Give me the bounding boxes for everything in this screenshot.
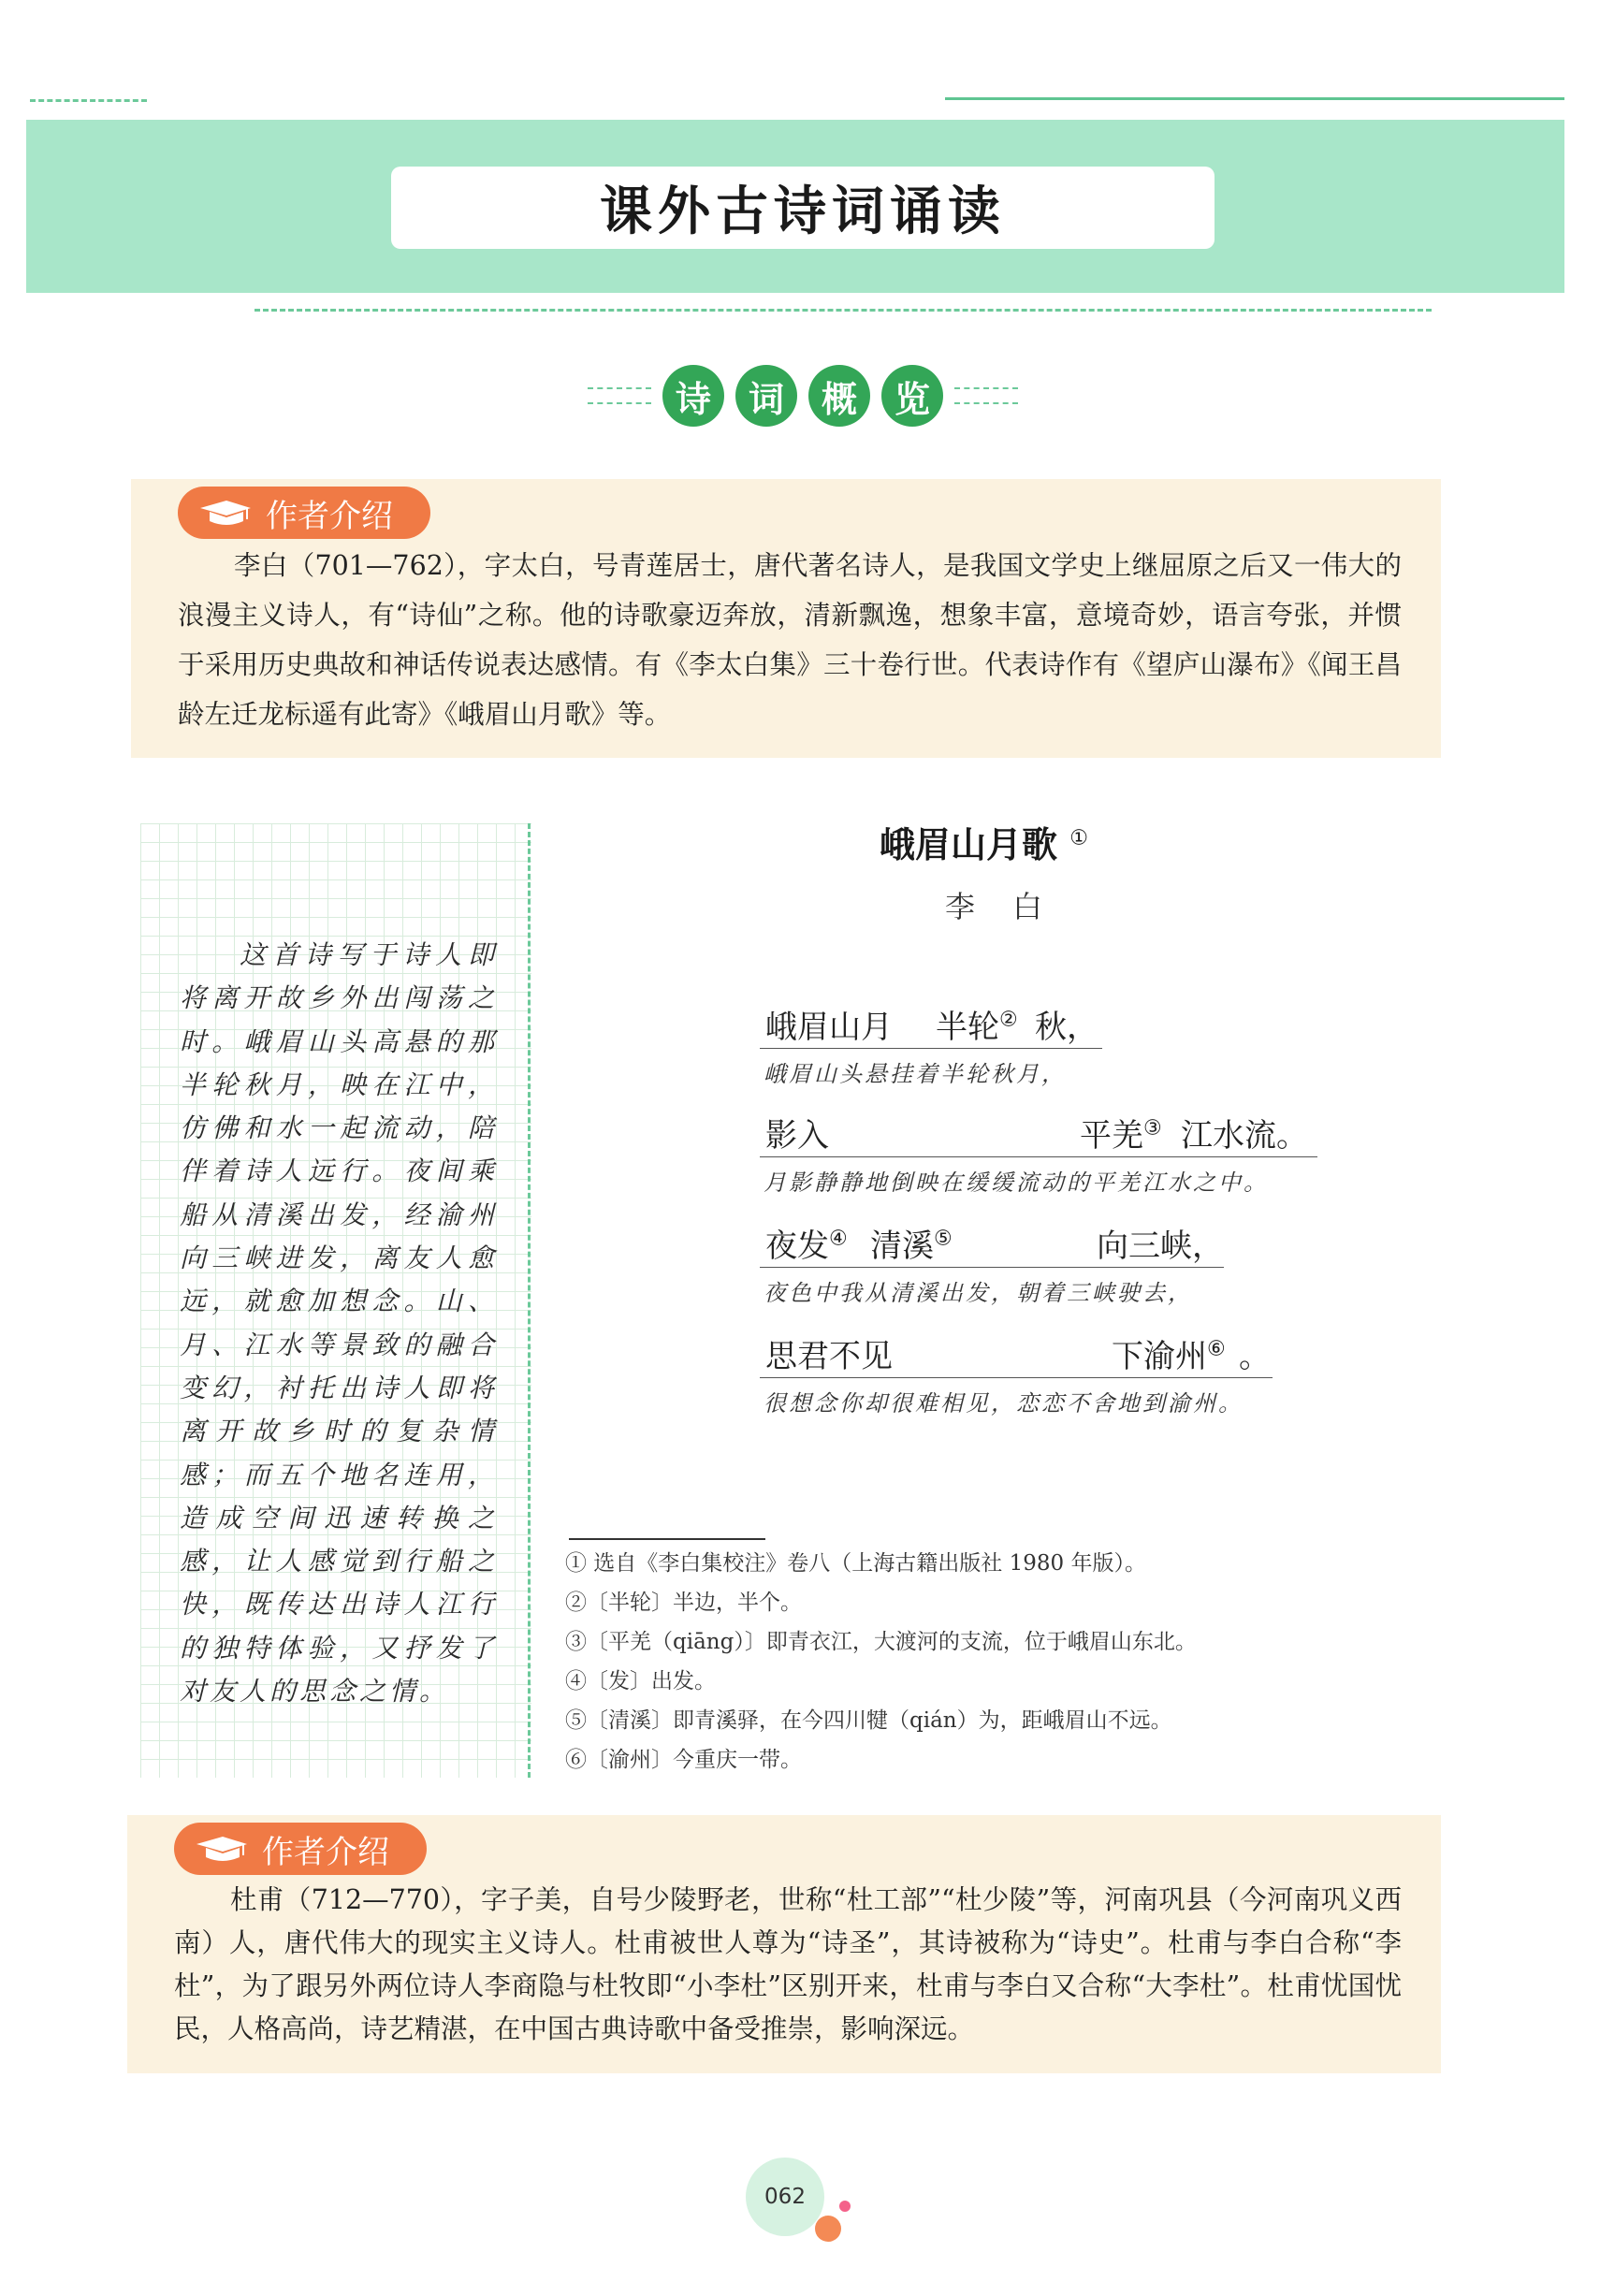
heading-deco-right (954, 387, 1018, 404)
appreciation-note: 这首诗写于诗人即将离开故乡外出闯荡之时。峨眉山头高悬的那半轮秋月，映在江中，仿佛和水一起流动，陪伴着诗人远行。夜间乘船从清溪出发，经渝州向三峡进发，离友人愈远，就愈加想念。山、月、江水等景致的融合变幻，衬托出诗人即将离开故乡时的复杂情感；而五个地名连用，造成空间迅速转换之感，让人感觉到行船之快，既传达出诗人江行的独特体验，又抒发了对友人的思念之情。 (180, 939, 498, 1707)
poem-author: 李白 (945, 889, 1081, 924)
section-char: 览 (881, 365, 943, 427)
page-title: 课外古诗词诵读 (600, 181, 1006, 242)
title-box (391, 167, 1215, 249)
poem-line-part: 影入 (765, 1117, 829, 1155)
section-char: 诗 (662, 365, 724, 427)
footnote-rule (569, 1538, 765, 1540)
footnote: ④〔发〕出发。 (565, 1669, 716, 1693)
graduation-cap-icon (198, 499, 253, 527)
author-intro-label (178, 487, 430, 539)
poem-line-part: 下渝州⑥ (1112, 1337, 1226, 1375)
poem-underline (760, 1267, 1224, 1268)
author-intro-label-text: 作者介绍 (262, 1833, 389, 1871)
poem-line-part: 秋， (1035, 1009, 1098, 1046)
poem-translation: 很想念你却很难相见，恋恋不舍地到渝州。 (764, 1390, 1244, 1417)
poem-title (880, 816, 1179, 867)
section-heading (550, 365, 1055, 427)
page-dot-pink (839, 2201, 851, 2212)
poem-line-part: 夜发④ (765, 1227, 848, 1265)
poem-title-text: 峨眉山月歌 (880, 824, 1058, 865)
author-intro-text: 杜甫（712—770），字子美，自号少陵野老，世称“杜工部”“杜少陵”等，河南巩县（今河南巩义西南）人，唐代伟大的现实主义诗人。杜甫被世人尊为“诗圣”，其诗被称为“诗史”。杜甫与李白合称“李杜”，为了跟另外两位诗人李商隐与杜牧即“小李杜”区别开来，杜甫与李白又合称“大李杜”。杜甫忧国忧民，人格高尚，诗艺精湛，在中国古典诗歌中备受推崇，影响深远。 (174, 1884, 1402, 2044)
heading-deco-left (588, 387, 651, 404)
note-divider (528, 823, 531, 1778)
section-char: 词 (735, 365, 797, 427)
poem-underline (760, 1048, 1102, 1049)
poem-line-part: 半轮② (936, 1008, 1018, 1046)
footnote: ① 选自《李白集校注》卷八（上海古籍出版社 1980 年版）。 (565, 1551, 1146, 1576)
poem-underline (760, 1156, 1317, 1157)
author-intro-label-text: 作者介绍 (266, 497, 393, 535)
poem-translation: 峨眉山头悬挂着半轮秋月， (764, 1061, 1067, 1087)
footnote: ⑥〔渝州〕今重庆一带。 (565, 1748, 802, 1772)
poem-translation: 月影静静地倒映在缓缓流动的平羌江水之中。 (764, 1170, 1269, 1196)
footnote: ②〔半轮〕半边，半个。 (565, 1591, 802, 1615)
section-char: 概 (808, 365, 870, 427)
poem-line-part: 。 (1239, 1338, 1271, 1375)
poem-line-part: 思君不见 (765, 1338, 893, 1375)
graduation-cap-icon (195, 1835, 249, 1863)
footnote: ⑤〔清溪〕即青溪驿，在今四川犍（qián）为，距峨眉山不远。 (565, 1708, 1172, 1733)
poem-line-part: 江水流。 (1181, 1117, 1308, 1155)
author-intro-label (174, 1823, 427, 1875)
poem-line-part: 峨眉山月 (765, 1009, 893, 1046)
poem-line-part: 平羌③ (1080, 1116, 1162, 1155)
top-dash-left (30, 99, 147, 102)
top-line-right (945, 97, 1564, 100)
footnote: ③〔平羌（qiāng）〕即青衣江，大渡河的支流，位于峨眉山东北。 (565, 1630, 1197, 1654)
poem-underline (760, 1377, 1273, 1378)
page-number: 062 (746, 2158, 824, 2236)
poem-line-part: 向三峡， (1097, 1228, 1224, 1265)
poem-translation: 夜色中我从清溪出发，朝着三峡驶去， (764, 1280, 1193, 1306)
divider-dash (255, 309, 1432, 312)
author-intro-text: 李白（701—762），字太白，号青莲居士，唐代著名诗人，是我国文学史上继屈原之后又一伟大的浪漫主义诗人，有“诗仙”之称。他的诗歌豪迈奔放，清新飘逸，想象丰富，意境奇妙，语言夸张，并惯于采用历史典故和神话传说表达感情。有《李太白集》三十卷行世。代表诗作有《望庐山瀑布》《闻王昌龄左迁龙标遥有此寄》《峨眉山月歌》等。 (178, 550, 1402, 730)
page-dot-orange (815, 2216, 841, 2242)
poem-line-part: 清溪⑤ (870, 1227, 953, 1265)
footnote-ref: ① (1069, 826, 1088, 850)
